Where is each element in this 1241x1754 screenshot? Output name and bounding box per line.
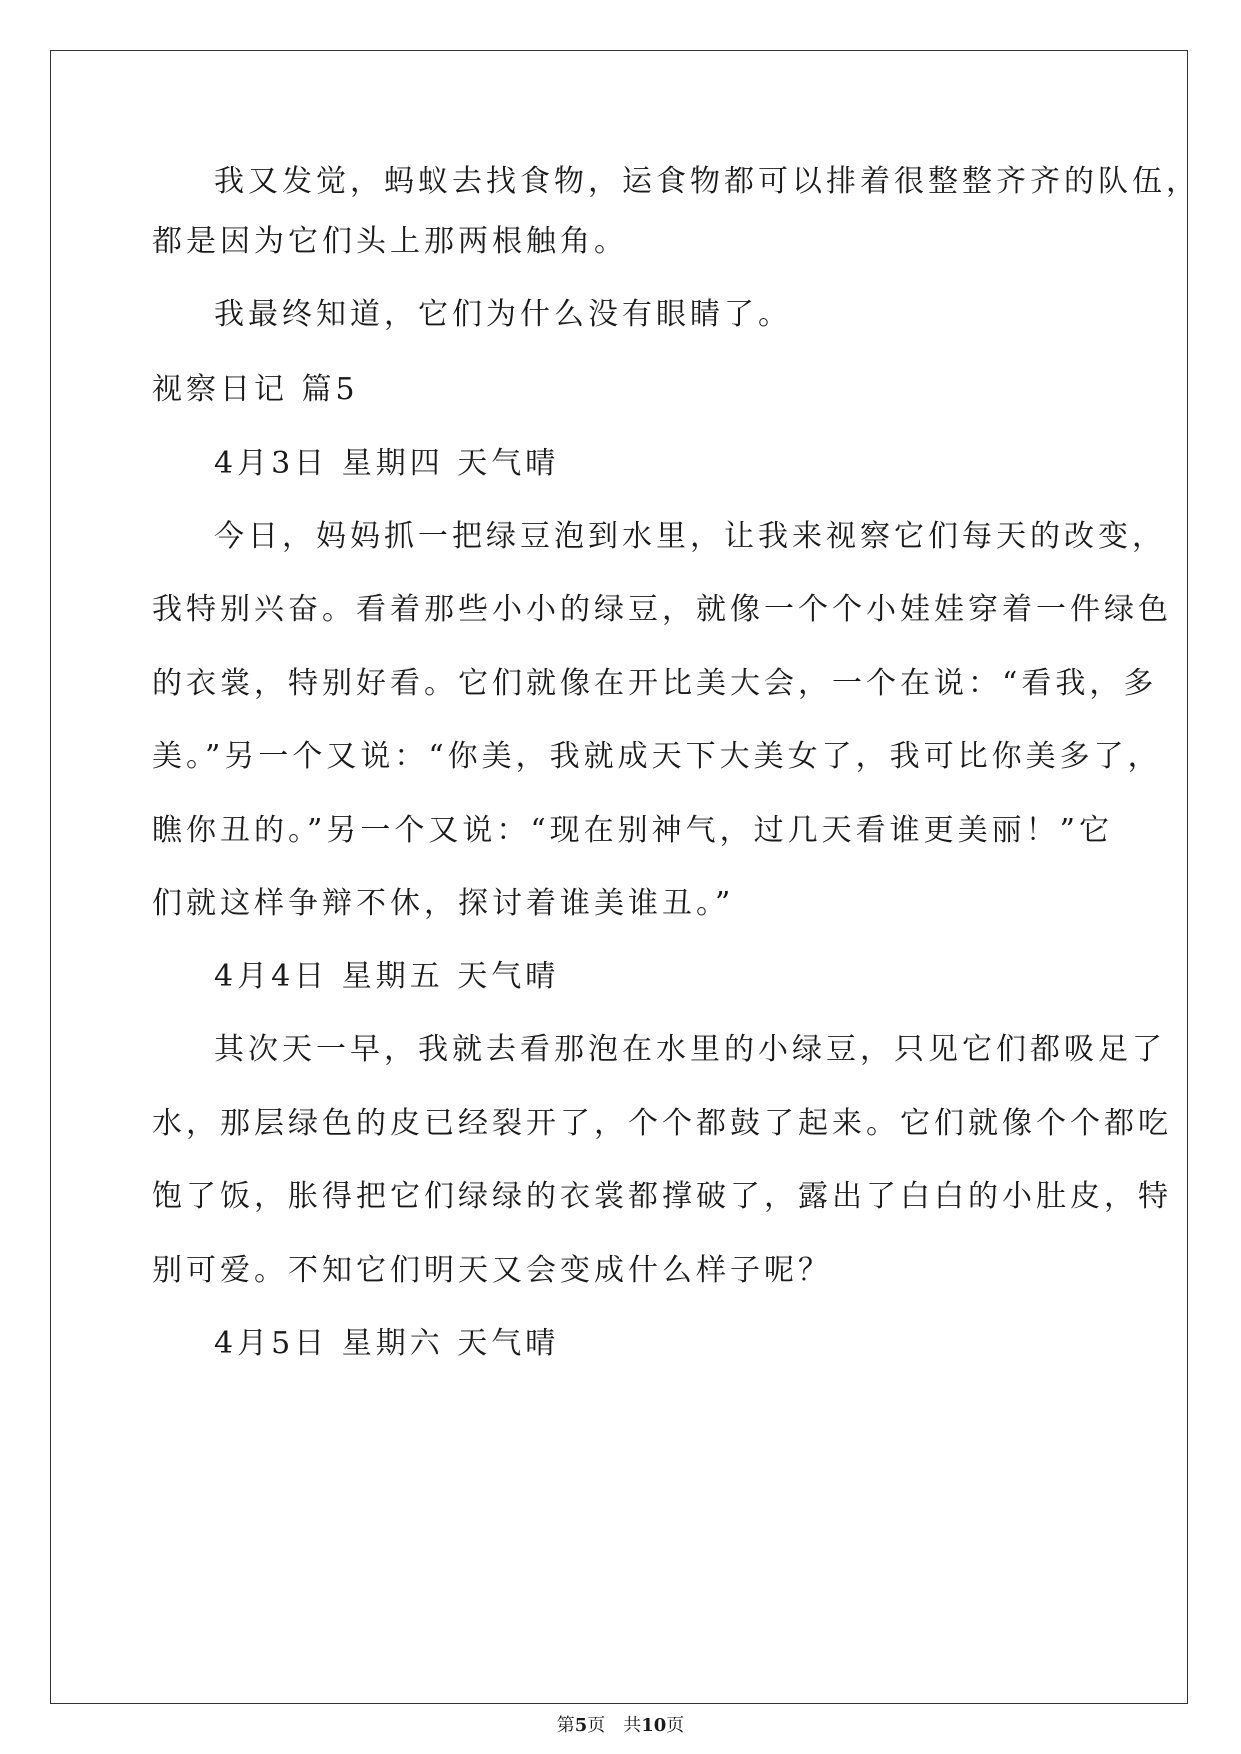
paragraph-line: 瞧你丑的。”另一个又说：“现在别神气，过几天看谁更美丽！”它 (152, 813, 1114, 848)
paragraph-line: 我又发觉，蚂蚁去找食物，运食物都可以排着很整整齐齐的队伍， (214, 164, 1200, 199)
paragraph-line: 美。”另一个又说：“你美，我就成天下大美女了，我可比你美多了， (152, 739, 1162, 774)
paragraph-line: 都是因为它们头上那两根触角。 (152, 224, 628, 259)
footer-suffix: 页 (666, 1715, 685, 1736)
paragraph-line: 别可爱。不知它们明天又会变成什么样子呢？ (152, 1253, 832, 1288)
paragraph-line: 们就这样争辩不休，探讨着谁美谁丑。” (152, 886, 735, 921)
footer-middle: 页 共 (587, 1715, 642, 1736)
total-page-number: 10 (641, 1715, 667, 1736)
diary-date-heading: 4月3日 星期四 天气晴 (214, 446, 560, 481)
footer-prefix: 第 (556, 1715, 575, 1736)
paragraph-line: 水，那层绿色的皮已经裂开了，个个都鼓了起来。它们就像个个都吃 (152, 1106, 1172, 1141)
diary-date-heading: 4月5日 星期六 天气晴 (214, 1326, 560, 1361)
paragraph-line: 的衣裳，特别好看。它们就像在开比美大会，一个在说：“看我，多 (152, 666, 1158, 701)
paragraph-line: 其次天一早，我就去看那泡在水里的小绿豆，只见它们都吸足了 (214, 1032, 1166, 1067)
paragraph-line: 我特别兴奋。看着那些小小的绿豆，就像一个个小娃娃穿着一件绿色 (152, 592, 1172, 627)
paragraph-line: 我最终知道，它们为什么没有眼睛了。 (214, 297, 792, 332)
paragraph-line: 今日，妈妈抓一把绿豆泡到水里，让我来视察它们每天的改变， (214, 519, 1166, 554)
section-heading: 视察日记 篇5 (152, 372, 359, 407)
diary-date-heading: 4月4日 星期五 天气晴 (214, 959, 560, 994)
page-footer (0, 1714, 1241, 1738)
paragraph-line: 饱了饭，胀得把它们绿绿的衣裳都撑破了，露出了白白的小肚皮，特 (152, 1179, 1172, 1214)
current-page-number: 5 (574, 1715, 588, 1736)
